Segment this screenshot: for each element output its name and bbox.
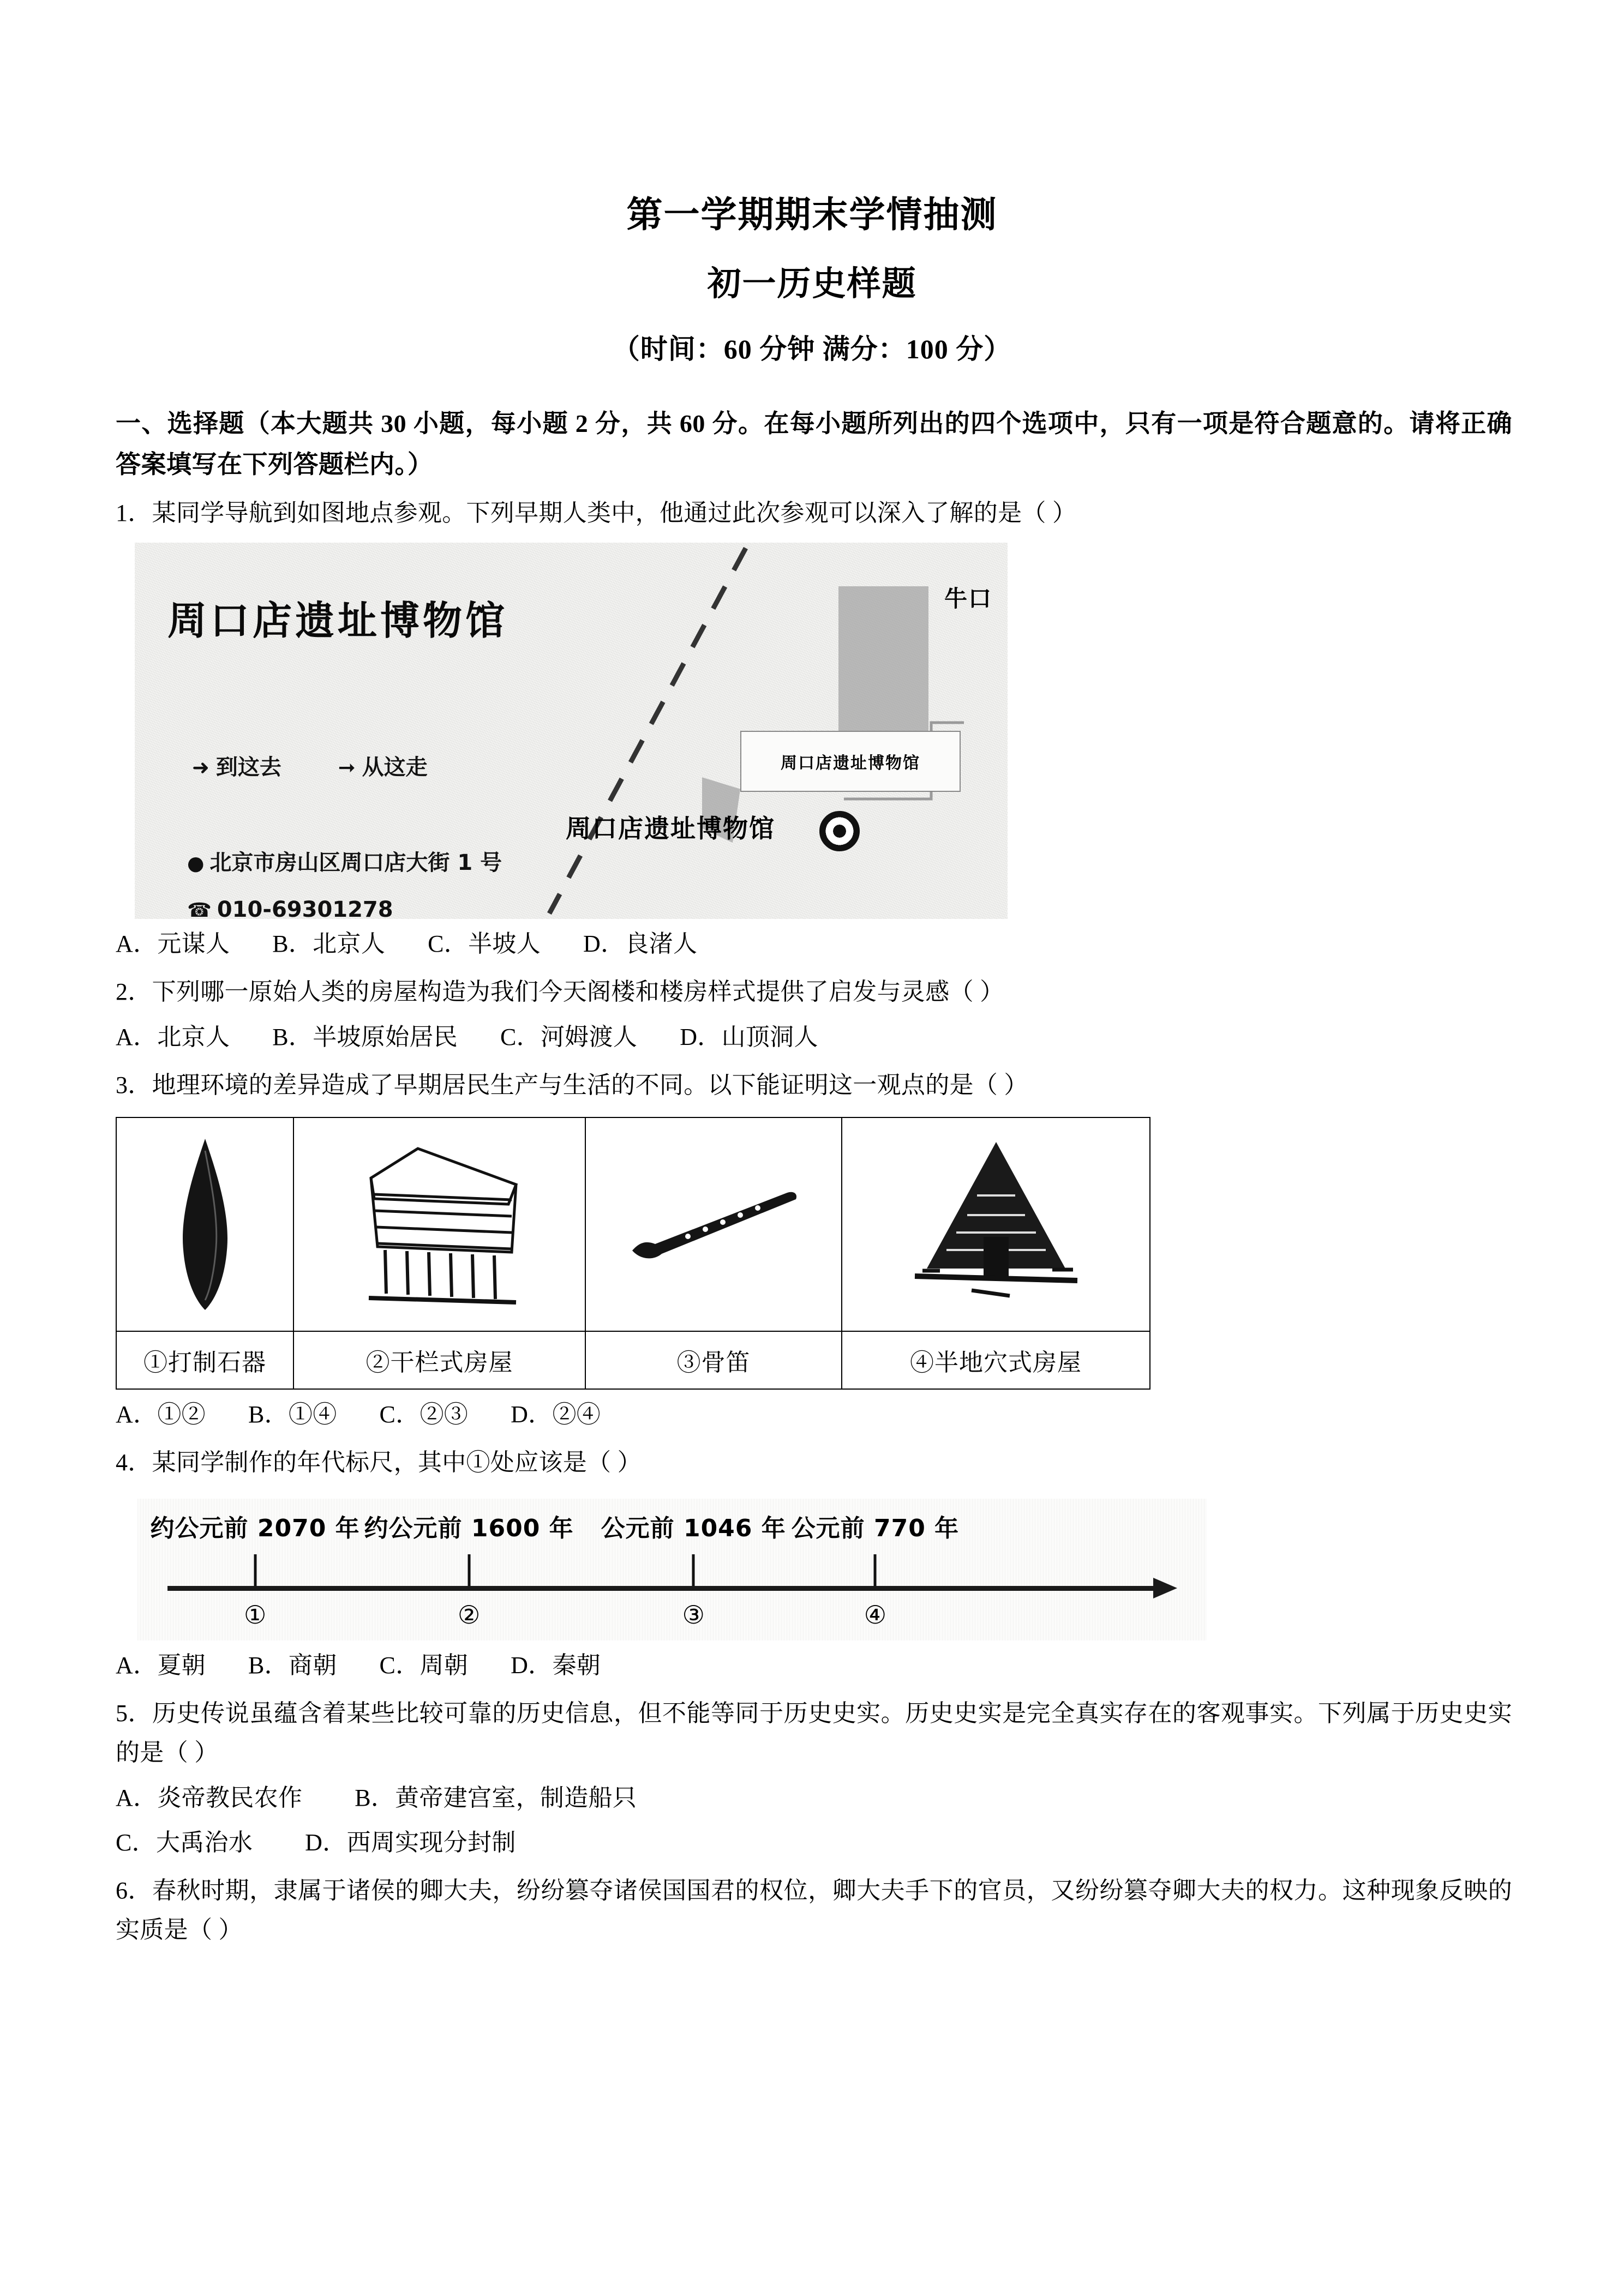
timeline-marker-2: ② (457, 1600, 481, 1630)
nav-poi-title: 周口店遗址博物馆 (167, 598, 508, 644)
artifact-image-row (116, 1117, 1150, 1331)
question-1 (116, 494, 1512, 964)
timeline-tick-1 (254, 1554, 256, 1587)
map-poi-label: 周口店遗址博物馆 (566, 814, 775, 844)
question-4-options (116, 1646, 1512, 1685)
question-3-option-c[interactable]: C．②③ (379, 1401, 469, 1428)
question-3-option-a[interactable]: A．①② (116, 1401, 206, 1428)
question-3-body: 地理环境的差异造成了早期居民生产与生活的不同。以下能证明这一观点的是（ ） (152, 1071, 1028, 1098)
question-1-options (116, 924, 1512, 964)
question-5-options-row-2 (116, 1823, 1512, 1862)
exam-meta: （时间：60 分钟 满分：100 分） (612, 334, 1012, 364)
exam-content (116, 404, 1512, 1950)
question-4-option-d[interactable]: D．秦朝 (511, 1652, 601, 1679)
question-5-options-row-1 (116, 1778, 1512, 1818)
question-4-option-a[interactable]: A．夏朝 (116, 1652, 206, 1679)
artifact-cell-4 (842, 1117, 1150, 1331)
map-corner-label: 牛口 (944, 585, 992, 612)
bone-flute-icon (624, 1181, 804, 1268)
timeline-label-3: 公元前 1046 年 (601, 1514, 786, 1543)
question-2-option-d[interactable]: D．山顶洞人 (680, 1023, 818, 1050)
question-5-option-b[interactable]: B．黄帝建宫室，制造船只 (355, 1784, 637, 1811)
question-3-options (116, 1395, 1512, 1434)
timeline-arrow-head-icon (1153, 1578, 1177, 1598)
question-1-number: 1． (116, 500, 152, 527)
page-subtitle: 初一历史样题 (707, 266, 917, 303)
timeline-tick-3 (692, 1554, 695, 1587)
question-4-number: 4． (116, 1448, 152, 1476)
question-5-option-d[interactable]: D．西周实现分封制 (305, 1829, 516, 1856)
question-3 (116, 1066, 1512, 1434)
timeline-marker-4: ④ (864, 1600, 887, 1630)
question-3-option-b[interactable]: B．①④ (248, 1401, 337, 1428)
artifact-caption-2: ②干栏式房屋 (293, 1331, 585, 1389)
question-2-number: 2． (116, 978, 152, 1006)
artifact-cell-3 (585, 1117, 842, 1331)
timeline-label-1: 约公元前 2070 年 (150, 1514, 360, 1543)
question-1-text (116, 494, 1512, 533)
question-2-option-a[interactable]: A．北京人 (116, 1023, 230, 1050)
timeline-label-2: 约公元前 1600 年 (364, 1514, 574, 1543)
timeline-axis-line (167, 1586, 1155, 1591)
artifact-image-table (116, 1117, 1150, 1390)
timeline-tick-4 (874, 1554, 877, 1587)
question-1-option-d[interactable]: D．良渚人 (583, 930, 698, 958)
nav-address-row (187, 845, 502, 876)
question-5-option-a[interactable]: A．炎帝教民农作 (116, 1784, 303, 1811)
question-5-option-c[interactable]: C．大禹治水 (116, 1829, 253, 1856)
artifact-caption-1: ①打制石器 (116, 1331, 293, 1389)
question-4 (116, 1443, 1512, 1685)
navigation-app-figure (135, 543, 1008, 919)
timeline-marker-3: ③ (682, 1600, 705, 1630)
navigate-from-button[interactable] (338, 750, 428, 781)
timeline-marker-1: ① (243, 1600, 267, 1630)
question-2-option-b[interactable]: B．半坡原始居民 (272, 1023, 458, 1050)
question-5 (116, 1694, 1512, 1862)
question-1-option-c[interactable]: C．半坡人 (428, 930, 541, 958)
navigate-from-label: 从这走 (362, 755, 428, 780)
location-pin-icon: ● (187, 852, 205, 875)
question-5-text (116, 1694, 1512, 1772)
question-2-body: 下列哪一原始人类的房屋构造为我们今天阁楼和楼房样式提供了启发与灵感（ ） (152, 978, 1004, 1006)
map-poi-marker-icon (819, 811, 860, 851)
stilt-house-icon (352, 1134, 527, 1314)
question-4-option-c[interactable]: C．周朝 (379, 1652, 469, 1679)
navigate-arrow-icon: ➜ (192, 755, 209, 780)
turn-right-arrow-icon: ➞ (338, 755, 356, 780)
artifact-caption-3: ③骨笛 (585, 1331, 842, 1389)
nav-action-row (192, 750, 428, 781)
nav-phone-row[interactable] (187, 897, 393, 919)
chipped-stone-tool-icon (161, 1134, 249, 1314)
question-5-number: 5． (116, 1700, 153, 1727)
page-title: 第一学期期末学情抽测 (626, 195, 998, 235)
question-6 (116, 1871, 1512, 1950)
question-1-body: 某同学导航到如图地点参观。下列早期人类中，他通过此次参观可以深入了解的是（ ） (152, 500, 1077, 527)
question-1-option-b[interactable]: B．北京人 (272, 930, 386, 958)
chronology-timeline-chart (137, 1499, 1207, 1640)
question-4-text (116, 1443, 1512, 1482)
artifact-cell-2 (293, 1117, 585, 1331)
question-4-option-b[interactable]: B．商朝 (248, 1652, 337, 1679)
question-1-option-a[interactable]: A．元谋人 (116, 930, 230, 958)
question-2 (116, 972, 1512, 1056)
timeline-tick-2 (468, 1554, 470, 1587)
question-2-option-c[interactable]: C．河姆渡人 (500, 1023, 638, 1050)
question-2-options (116, 1018, 1512, 1057)
nav-address-text: 北京市房山区周口店大街 1 号 (209, 850, 502, 876)
artifact-caption-4: ④半地穴式房屋 (842, 1331, 1150, 1389)
map-callout-label: 周口店遗址博物馆 (740, 731, 961, 792)
timeline-label-4: 公元前 770 年 (791, 1514, 960, 1543)
section-intro: 一、选择题（本大题共 30 小题，每小题 2 分，共 60 分。在每小题所列出的四个选项中，只有一项是符合题意的。请将正确答案填写在下列答题栏内。） (116, 410, 1512, 478)
phone-icon: ☎ (187, 899, 212, 919)
question-6-body: 春秋时期，隶属于诸侯的卿大夫，纷纷篡夺诸侯国国君的权位，卿大夫手下的官员，又纷纷篡夺卿大夫的权力。这种现象反映的实质是（ ） (116, 1877, 1512, 1944)
map-building-block (838, 586, 928, 734)
question-3-text (116, 1066, 1512, 1105)
question-4-body: 某同学制作的年代标尺，其中①处应该是（ ） (152, 1448, 642, 1476)
semi-subterranean-house-icon (906, 1134, 1086, 1314)
artifact-caption-row (116, 1331, 1150, 1389)
question-2-text (116, 972, 1512, 1012)
question-3-number: 3． (116, 1071, 152, 1098)
question-3-option-d[interactable]: D．②④ (511, 1401, 601, 1428)
question-6-number: 6． (116, 1877, 153, 1904)
artifact-cell-1 (116, 1117, 293, 1331)
question-5-body: 历史传说虽蕴含着某些比较可靠的历史信息，但不能等同于历史史实。历史史实是完全真实存在的客观事实。下列属于历史史实的是（ ） (116, 1700, 1512, 1766)
nav-phone-text: 010-69301278 (217, 897, 393, 919)
navigate-to-label: 到这去 (215, 755, 281, 780)
question-6-text (116, 1871, 1512, 1950)
navigate-to-button[interactable] (192, 750, 281, 781)
